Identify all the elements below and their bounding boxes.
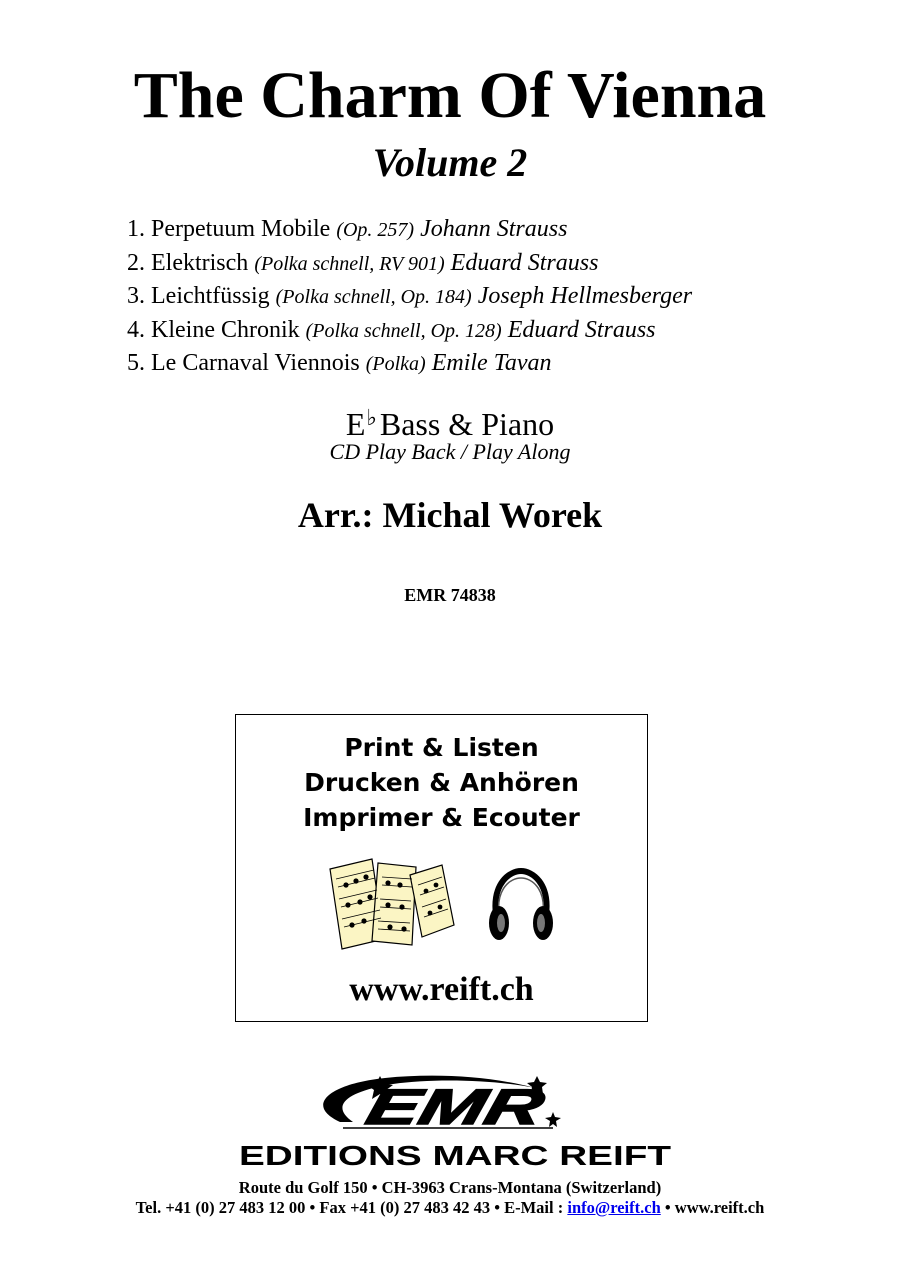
piece-opus: (Polka) (365, 353, 426, 375)
footer-contact-suffix: • www.reift.ch (660, 1198, 765, 1217)
piece-opus: (Polka schnell, Op. 184) (275, 286, 472, 308)
emr-logo (235, 1070, 675, 1170)
page-title: The Charm Of Vienna (133, 59, 767, 132)
flat-icon: ♭ (366, 405, 377, 430)
logo-publisher: EDITIONS MARC REIFT (239, 1140, 671, 1170)
instrument-rest: Bass & Piano (379, 406, 555, 442)
piece-item (127, 280, 692, 314)
promo-line-french: Imprimer & Ecouter (303, 803, 580, 832)
promo-box (235, 714, 648, 1022)
sheet-music-icon (326, 855, 456, 955)
piece-name: Elektrisch (151, 249, 249, 276)
promo-website[interactable]: www.reift.ch (349, 971, 534, 1008)
promo-line-german: Drucken & Anhören (304, 768, 579, 797)
piece-name: Le Carnaval Viennois (151, 350, 360, 376)
piece-name: Leichtfüssig (151, 283, 270, 309)
headphones-icon (486, 865, 556, 945)
instrument-key: E (345, 406, 366, 442)
instrumentation-subtitle: CD Play Back / Play Along (329, 439, 571, 464)
arranger: Arr.: Michal Worek (297, 495, 603, 535)
piece-composer: Eduard Strauss (450, 249, 599, 276)
piece-number: 5. (127, 350, 145, 376)
piece-opus: (Polka schnell, Op. 128) (305, 319, 502, 342)
promo-line-english: Print & Listen (344, 733, 539, 762)
piece-composer: Eduard Strauss (507, 316, 656, 343)
email-link[interactable]: info@reift.ch (567, 1198, 661, 1217)
piece-number: 3. (127, 283, 145, 309)
piece-number: 1. (127, 216, 145, 242)
piece-composer: Joseph Hellmesberger (477, 283, 693, 309)
footer-contact-prefix: Tel. +41 (0) 27 483 12 00 • Fax +41 (0) 27 483 42 43 • E-Mail : (135, 1198, 568, 1217)
piece-item (127, 213, 692, 247)
piece-opus: (Polka schnell, RV 901) (254, 252, 445, 275)
footer-address: Route du Golf 150 • CH-3963 Crans-Montana (Switzerland) (238, 1178, 662, 1197)
piece-name: Kleine Chronik (151, 316, 300, 343)
piece-composer: Emile Tavan (431, 350, 552, 376)
piece-item (127, 314, 692, 348)
piece-number: 4. (127, 316, 145, 343)
catalog-code: EMR 74838 (404, 585, 496, 605)
piece-composer: Johann Strauss (420, 216, 568, 242)
piece-name: Perpetuum Mobile (151, 216, 331, 242)
piece-list (127, 213, 692, 381)
piece-number: 2. (127, 249, 145, 276)
page-subtitle: Volume 2 (372, 140, 528, 185)
piece-item (127, 347, 692, 381)
piece-item (127, 247, 692, 281)
piece-opus: (Op. 257) (336, 219, 415, 241)
footer-contact (0, 1198, 900, 1218)
logo-mark: EMR (360, 1078, 486, 1135)
